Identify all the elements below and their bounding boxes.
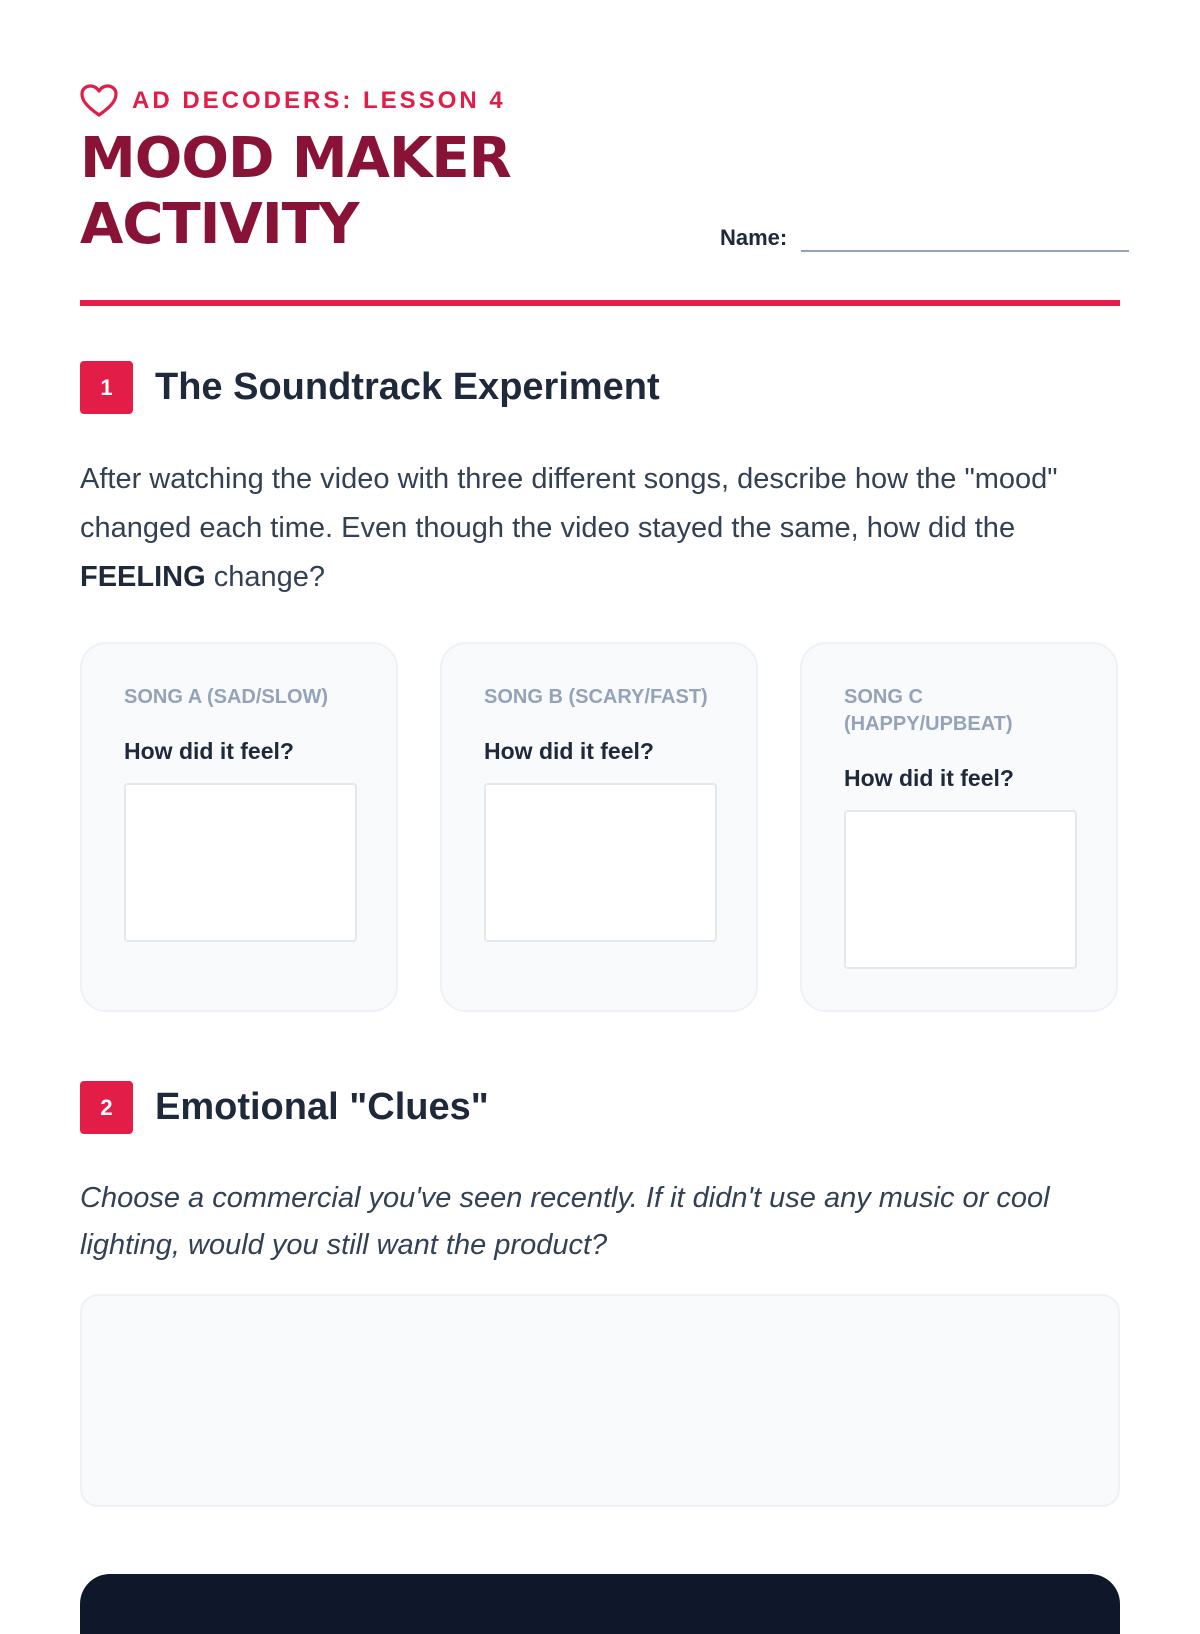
song-card	[800, 642, 1118, 1012]
prompt-text: After watching the video with three different songs, describe how the "mood" changed each time. Even though the video stayed the same, how did the	[80, 463, 1058, 544]
section-number-badge: 2	[80, 1081, 133, 1134]
song-cards	[80, 642, 1120, 1012]
section-2-prompt: Choose a commercial you've seen recently. If it didn't use any music or cool lighting, would you still want the product?	[80, 1182, 1050, 1261]
song-a-answer-box[interactable]	[124, 783, 357, 942]
section-1-prompt	[80, 455, 1120, 602]
section-number-badge: 1	[80, 361, 133, 414]
name-input[interactable]	[801, 222, 1129, 252]
commercial-answer-box[interactable]	[80, 1294, 1120, 1507]
feel-question: How did it feel?	[124, 738, 294, 764]
prompt-text-end: change?	[205, 561, 325, 593]
lesson-header	[80, 84, 506, 118]
song-label: SONG B (SCARY/FAST)	[484, 686, 708, 708]
song-card	[80, 642, 398, 1012]
title-line-2: ACTIVITY	[80, 192, 359, 257]
title-line-1: MOOD MAKER	[80, 126, 511, 191]
song-card	[440, 642, 758, 1012]
song-label: SONG C (HAPPY/UPBEAT)	[844, 686, 1013, 735]
name-field-row	[720, 222, 1129, 252]
section-title: The Soundtrack Experiment	[155, 366, 660, 408]
section-2-heading	[80, 1081, 489, 1134]
section-title: Emotional "Clues"	[155, 1086, 489, 1128]
song-c-answer-box[interactable]	[844, 810, 1077, 969]
song-label: SONG A (SAD/SLOW)	[124, 686, 329, 708]
song-b-answer-box[interactable]	[484, 783, 717, 942]
footer-bar	[80, 1574, 1120, 1634]
page-title	[80, 126, 600, 258]
header-divider	[80, 300, 1120, 306]
feel-question: How did it feel?	[844, 765, 1014, 791]
lesson-label: AD DECODERS: LESSON 4	[132, 87, 506, 114]
feel-question: How did it feel?	[484, 738, 654, 764]
section-1-heading	[80, 361, 660, 414]
heart-outline-icon	[80, 84, 118, 118]
name-label: Name:	[720, 225, 788, 250]
prompt-emphasis: FEELING	[80, 561, 206, 593]
